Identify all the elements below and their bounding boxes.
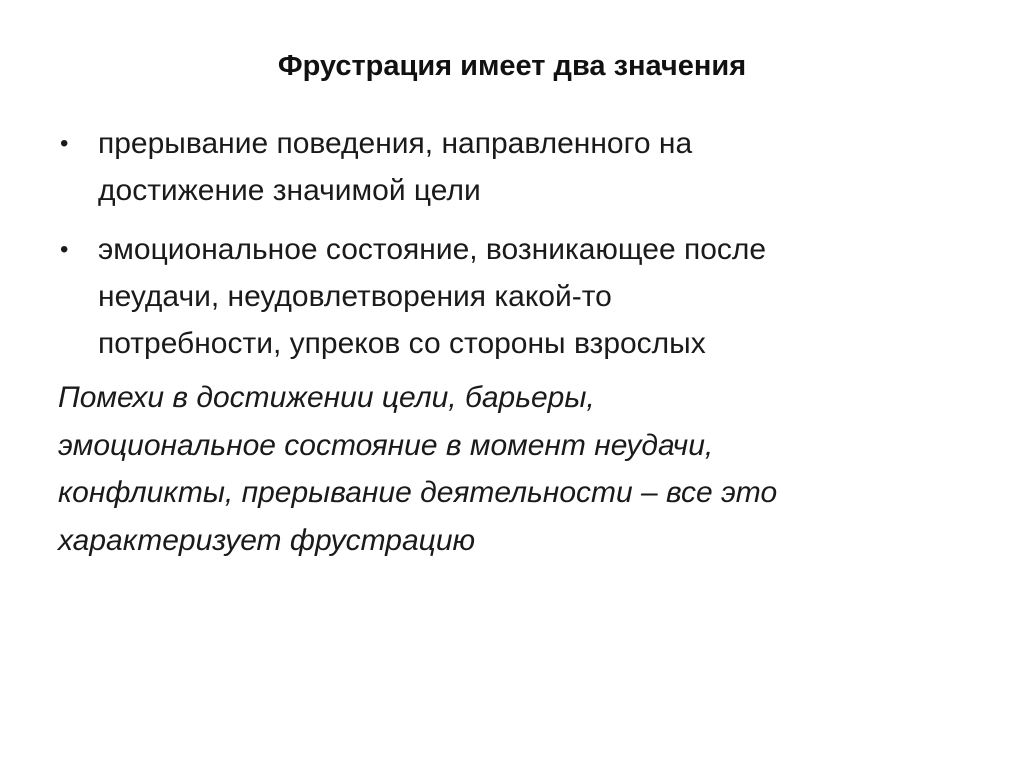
- bullet-marker: •: [60, 236, 69, 263]
- bullet-text-line: достижение значимой цели: [98, 174, 481, 207]
- bullet-text-line: неудачи, неудовлетворения какой-то: [98, 280, 612, 313]
- summary-line: характеризует фрустрацию: [58, 523, 476, 557]
- bullet-text-line: эмоциональное состояние, возникающее после: [98, 233, 767, 266]
- bullet-marker: •: [60, 130, 69, 157]
- bullet-item-interruption: [58, 120, 958, 214]
- summary-paragraph: [58, 374, 978, 564]
- bullet-item-emotional-state: [58, 226, 958, 367]
- bullet-list: [58, 120, 958, 379]
- bullet-text-line: потребности, упреков со стороны взрослых: [98, 327, 706, 360]
- slide-title: Фрустрация имеет два значения: [277, 50, 747, 82]
- bullet-text-line: прерывание поведения, направленного на: [98, 127, 693, 160]
- summary-line: конфликты, прерывание деятельности – все это: [58, 476, 778, 509]
- summary-line: Помехи в достижении цели, барьеры,: [58, 381, 595, 414]
- summary-line: эмоциональное состояние в момент неудачи,: [58, 428, 714, 462]
